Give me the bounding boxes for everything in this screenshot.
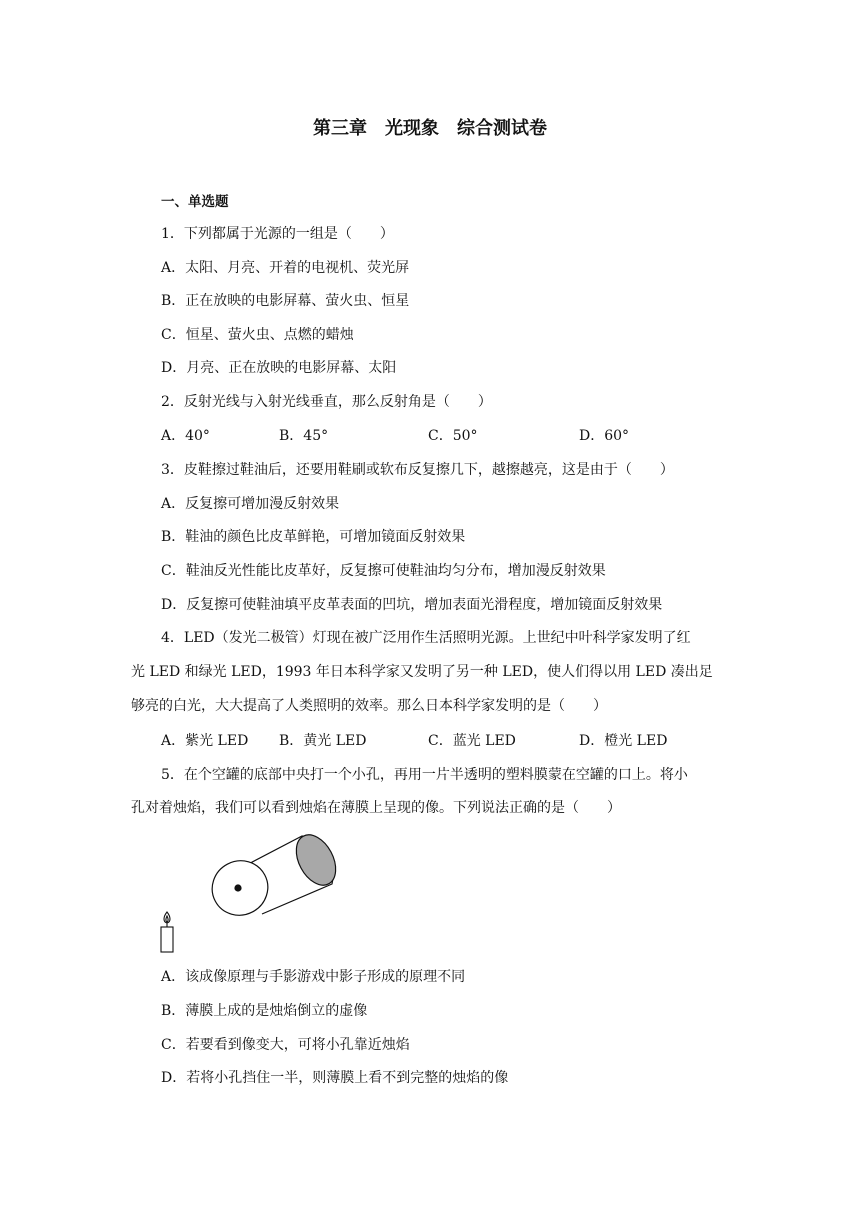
pinhole-camera-figure — [150, 826, 360, 956]
question-1-option-c: C．恒星、萤火虫、点燃的蜡烛 — [161, 327, 354, 343]
question-1-option-a: A．太阳、月亮、开着的电视机、荧光屏 — [161, 260, 410, 276]
question-5-option-a: A．该成像原理与手影游戏中影子形成的原理不同 — [161, 969, 466, 985]
section-heading: 一、单选题 — [161, 194, 229, 210]
page-title: 第三章 光现象 综合测试卷 — [313, 118, 547, 139]
question-5-option-d: D．若将小孔挡住一半，则薄膜上看不到完整的烛焰的像 — [161, 1070, 509, 1086]
question-3-option-b: B．鞋油的颜色比皮革鲜艳，可增加镜面反射效果 — [161, 529, 466, 545]
question-2-option-b: B．45° — [279, 428, 329, 444]
question-5-option-b: B．薄膜上成的是烛焰倒立的虚像 — [161, 1003, 368, 1019]
question-4-stem-line-1: 4．LED（发光二极管）灯现在被广泛用作生活照明光源。上世纪中叶科学家发明了红 — [161, 630, 691, 646]
question-3-option-c: C．鞋油反光性能比皮革好，反复擦可使鞋油均匀分布，增加漫反射效果 — [161, 563, 606, 579]
question-5-stem-line-2: 孔对着烛焰，我们可以看到烛焰在薄膜上呈现的像。下列说法正确的是（ ） — [131, 800, 621, 816]
question-4-option-a: A．紫光 LED — [161, 733, 249, 749]
candle-icon — [161, 912, 173, 952]
question-3-option-d: D．反复擦可使鞋油填平皮革表面的凹坑，增加表面光滑程度，增加镜面反射效果 — [161, 597, 663, 613]
question-2-option-d: D．60° — [579, 428, 630, 444]
question-1-stem: 1．下列都属于光源的一组是（ ） — [161, 226, 394, 242]
question-5-option-c: C．若要看到像变大，可将小孔靠近烛焰 — [161, 1037, 410, 1053]
question-1-option-d: D．月亮、正在放映的电影屏幕、太阳 — [161, 360, 397, 376]
question-2-option-a: A．40° — [161, 428, 210, 444]
question-4-option-d: D．橙光 LED — [579, 733, 668, 749]
question-5-stem-line-1: 5．在个空罐的底部中央打一个小孔，再用一片半透明的塑料膜蒙在空罐的口上。将小 — [161, 767, 688, 783]
question-3-option-a: A．反复擦可增加漫反射效果 — [161, 496, 340, 512]
question-4-option-c: C．蓝光 LED — [428, 733, 516, 749]
question-4-option-b: B．黄光 LED — [279, 733, 367, 749]
question-4-stem-line-2: 光 LED 和绿光 LED，1993 年日本科学家又发明了另一种 LED，使人们得以用 LED 凑出足 — [131, 664, 713, 680]
question-2-stem: 2．反射光线与入射光线垂直，那么反射角是（ ） — [161, 394, 492, 410]
question-2-option-c: C．50° — [428, 428, 478, 444]
question-4-stem-line-3: 够亮的白光，大大提高了人类照明的效率。那么日本科学家发明的是（ ） — [131, 698, 607, 714]
pinhole-can-icon — [203, 828, 344, 925]
pinhole-icon — [234, 884, 241, 891]
question-1-option-b: B．正在放映的电影屏幕、萤火虫、恒星 — [161, 293, 410, 309]
question-3-stem: 3．皮鞋擦过鞋油后，还要用鞋刷或软布反复擦几下，越擦越亮，这是由于（ ） — [161, 462, 674, 478]
